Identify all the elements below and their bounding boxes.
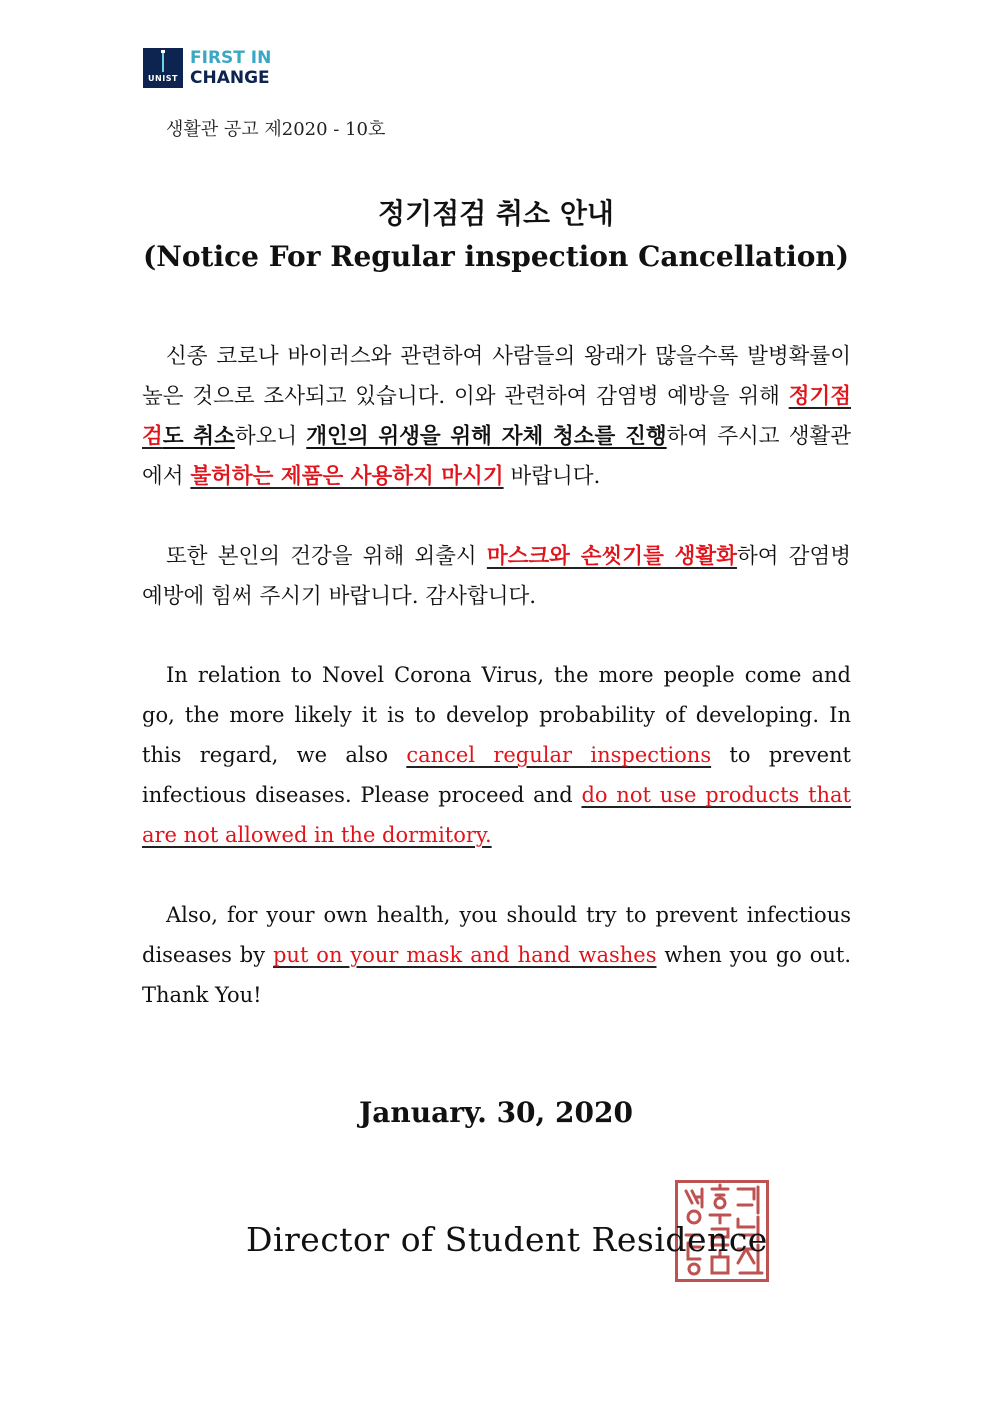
title-english: (Notice For Regular inspection Cancellation) bbox=[143, 240, 849, 273]
notice-date: January. 30, 2020 bbox=[359, 1096, 633, 1129]
logo-slogan-line1: FIRST IN bbox=[190, 48, 272, 68]
en2-text-2: when you go out. Thank You! bbox=[142, 943, 851, 1007]
en1-text-1: In relation to Novel Corona Virus, the more people come and go, the more likely it is to develop probability of developing. In this regard, we also bbox=[142, 663, 851, 767]
en1-red-1: cancel regular inspections bbox=[406, 743, 712, 767]
logo-mark-text: UNIST bbox=[148, 74, 178, 83]
logo-slogan bbox=[190, 48, 271, 88]
en1-red-2: do not use products that are not allowed in the dormitory. bbox=[142, 783, 851, 847]
ko2-text-2: 하여 감염병 예방에 힘써 주시기 바랍니다. 감사합니다. bbox=[142, 544, 851, 609]
logo-slogan-line2: CHANGE bbox=[190, 68, 270, 88]
ko2-text-1: 또한 본인의 건강을 위해 외출시 bbox=[166, 544, 487, 569]
title-korean: 정기점검 취소 안내 bbox=[378, 197, 614, 230]
ko1-bold-1: 도 취소 bbox=[162, 424, 235, 449]
ko1-bold-2: 개인의 위생을 위해 자체 청소를 진행 bbox=[306, 424, 667, 449]
ko1-red-1: 정기점검 bbox=[142, 384, 851, 449]
korean-paragraph-2 bbox=[142, 537, 851, 617]
korean-paragraph-1 bbox=[142, 337, 851, 497]
ko2-red-1: 마스크와 손씻기를 생활화 bbox=[486, 544, 737, 569]
en2-text-1: Also, for your own health, you should try to prevent infectious diseases by bbox=[142, 903, 851, 967]
unist-logo-mark bbox=[143, 48, 183, 88]
en2-red-1: put on your mask and hand washes bbox=[272, 943, 657, 967]
en1-text-2: to prevent infectious diseases. Please proceed and bbox=[142, 743, 851, 807]
english-paragraph-1 bbox=[142, 655, 851, 855]
ko1-text-3: 하여 주시고 생활관에서 bbox=[142, 424, 851, 489]
ko1-text-2: 하오니 bbox=[234, 424, 307, 449]
unist-logo bbox=[143, 48, 271, 88]
ko1-red-2: 불허하는 제품은 사용하지 마시기 bbox=[190, 464, 504, 489]
notice-number: 생활관 공고 제2020 - 10호 bbox=[166, 119, 386, 140]
english-paragraph-2 bbox=[142, 895, 851, 1015]
ko1-text-4: 바랍니다. bbox=[503, 464, 601, 489]
signature-line: Director of Student Residence bbox=[246, 1220, 768, 1259]
ko1-text-1: 신종 코로나 바이러스와 관련하여 사람들의 왕래가 많을수록 발병확률이 높은 것으로 조사되고 있습니다. 이와 관련하여 감염병 예방을 위해 bbox=[142, 344, 851, 409]
